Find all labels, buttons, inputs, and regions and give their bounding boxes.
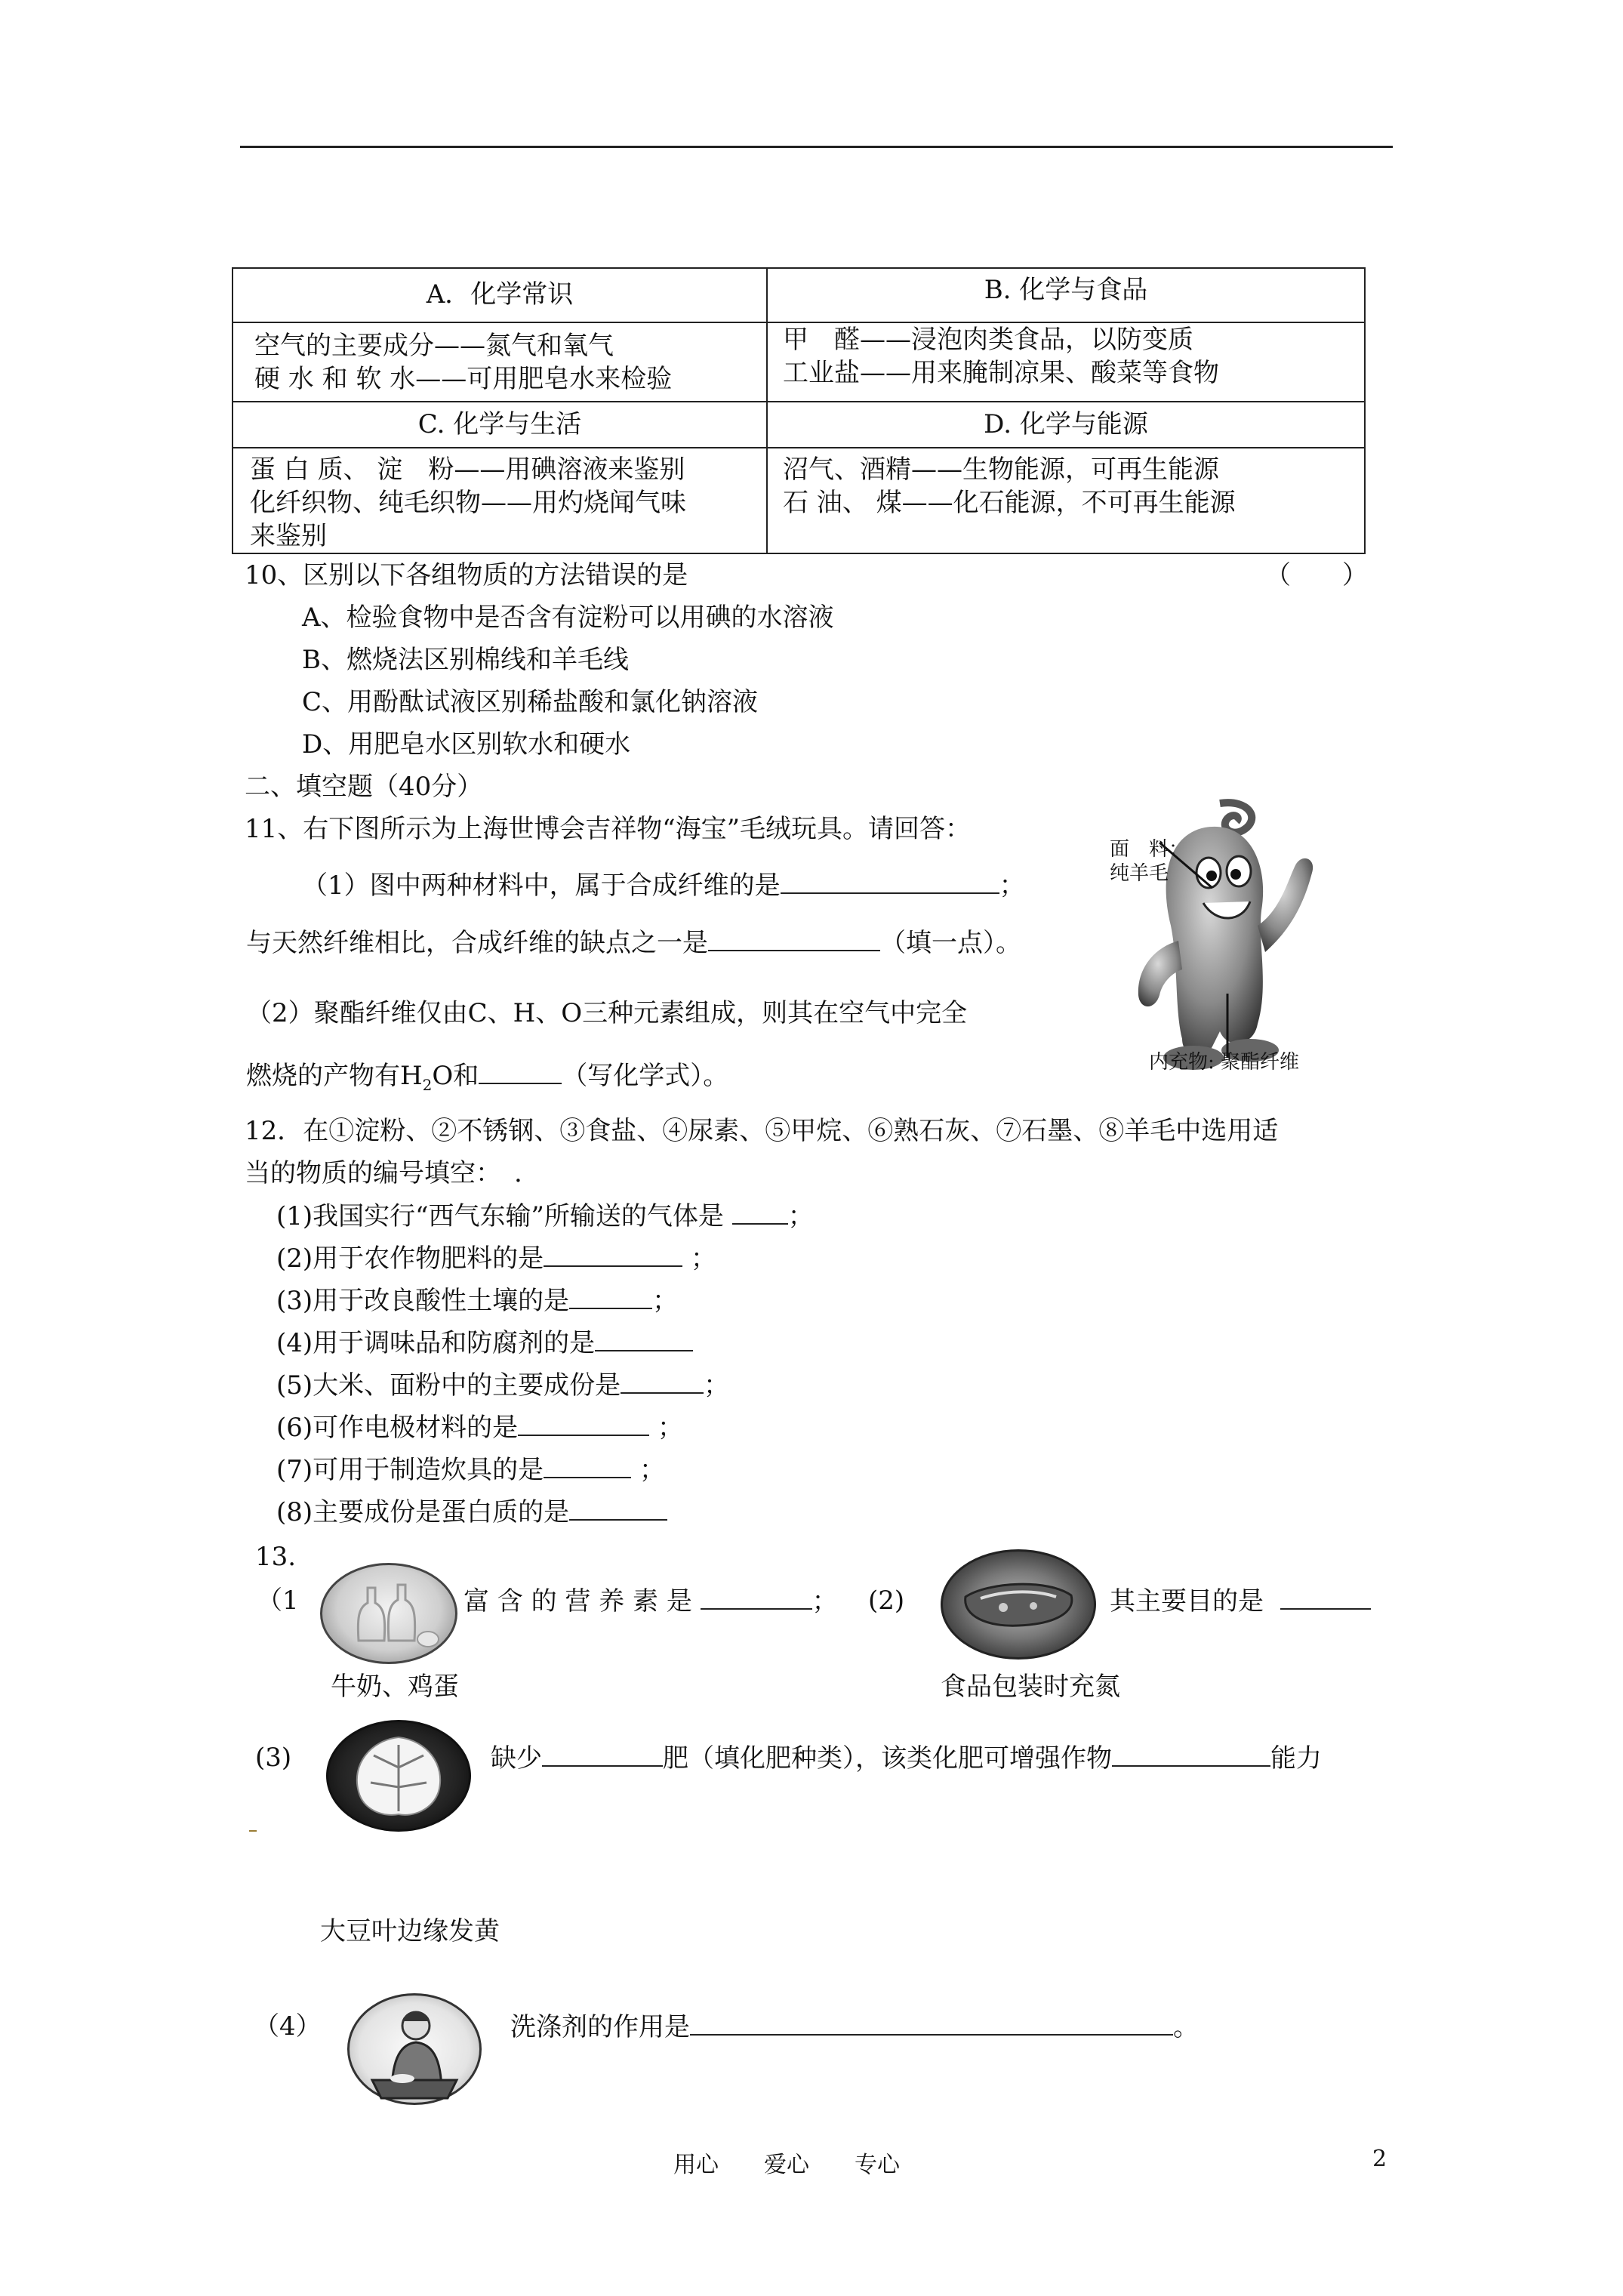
stray-mark: [249, 1830, 257, 1832]
q12-stem-cont: 当的物质的编号填空： .: [245, 1158, 522, 1188]
q12-item-end: ；: [652, 1286, 679, 1316]
subscript: 2: [422, 1075, 433, 1094]
cell-a-header: A．化学常识: [426, 279, 574, 310]
answer-blank[interactable]: [518, 1412, 649, 1436]
q11-part1b-text: 与天然纤维相比，合成纤维的缺点之一是: [246, 928, 708, 958]
milk-eggs-picture: [320, 1563, 457, 1664]
q12-item-2: [276, 1243, 716, 1274]
cell-line: 来鉴别: [250, 521, 327, 551]
milk-bottles-icon: [322, 1565, 455, 1662]
q12-item-5: [276, 1370, 729, 1401]
answer-blank[interactable]: [544, 1454, 631, 1478]
dishwashing-picture: [347, 1993, 482, 2105]
label-filling: 内充物: 聚酯纤维: [1149, 1051, 1300, 1074]
cell-line: 硬 水 和 软 水——可用肥皂水来检验: [254, 364, 673, 394]
cell-line: 蛋 白 质、 淀 粉——用碘溶液来鉴别: [250, 455, 685, 485]
q12-item-text: (8)主要成份是蛋白质的是: [276, 1497, 570, 1527]
q11-stem: 11、右下图所示为上海世博会吉祥物“海宝”毛绒玩具。请回答：: [245, 814, 972, 844]
q11-part1b: [246, 927, 1021, 958]
cell-d-body: [783, 453, 1236, 519]
q12-item-text: (3)用于改良酸性土壤的是: [276, 1286, 570, 1316]
q12-item-end: ；: [787, 1201, 814, 1231]
cell-line: 化纤织物、纯毛织物——用灼烧闻气味: [250, 488, 686, 518]
q12-item-3: [276, 1285, 678, 1316]
answer-blank[interactable]: [544, 1243, 682, 1267]
answer-blank[interactable]: [569, 1285, 652, 1309]
answer-blank[interactable]: [479, 1060, 562, 1084]
q12-item-end: ；: [639, 1455, 665, 1485]
cell-c-header: C. 化学与生活: [417, 409, 582, 439]
soybean-leaf-picture: [326, 1720, 471, 1832]
q13-part1-label: （1: [257, 1586, 299, 1616]
q10-answer-paren: （ ）: [1265, 560, 1368, 590]
q10-option-d: D、用肥皂水区别软水和硬水: [302, 729, 631, 760]
header-rule: [240, 146, 1393, 148]
footer-motto: 用心 爱心 专心: [673, 2152, 900, 2178]
q12-stem: 12．在①淀粉、②不锈钢、③食盐、④尿素、⑤甲烷、⑥熟石灰、⑦石墨、⑧羊毛中选用适: [245, 1116, 1279, 1146]
q12-item-text: (1)我国实行“西气东输”所输送的气体是: [276, 1201, 724, 1231]
q13-part3-text-b: 肥（填化肥种类），该类化肥可增强作物: [663, 1743, 1112, 1774]
page-number: 2: [1372, 2146, 1387, 2172]
section-title: 二、填空题（40分）: [245, 772, 483, 802]
q13-part4-end: 。: [1173, 2012, 1199, 2042]
q11-part2a: （2）聚酯纤维仅由C、H、O三种元素组成，则其在空气中完全: [246, 998, 968, 1028]
q11-part2b-end: （写化学式）。: [562, 1061, 729, 1091]
q10-option-b: B、燃烧法区别棉线和羊毛线: [302, 645, 629, 675]
cell-line: 石 油、 煤——化石能源，不可再生能源: [783, 488, 1236, 518]
answer-blank[interactable]: [708, 927, 880, 951]
q11-part1a-text: （1）图中两种材料中，属于合成纤维的是: [302, 871, 781, 901]
cell-c-body: [250, 453, 686, 553]
q12-item-end: ；: [657, 1413, 683, 1443]
q13-part1-text: 富 含 的 营 养 素 是: [463, 1586, 692, 1616]
q11-part1a-end: ；: [999, 871, 1025, 901]
q11-part2b: [246, 1060, 728, 1100]
cell-a-body: [254, 329, 672, 396]
table-divider: [233, 447, 1364, 448]
q11-part2b-start: 燃烧的产物有H: [246, 1061, 423, 1091]
q13-part3: [491, 1743, 1322, 1774]
answer-blank[interactable]: [1112, 1743, 1270, 1767]
q13-part3-label: (3): [255, 1743, 292, 1773]
q13-part2-text: 其主要目的是: [1110, 1586, 1264, 1616]
q11-part1a: [302, 870, 1025, 901]
answer-blank[interactable]: [701, 1586, 812, 1610]
q12-item-7: [276, 1454, 665, 1485]
label-fabric: 面 料：: [1110, 838, 1189, 861]
answer-blank[interactable]: [595, 1327, 693, 1351]
q13-part1: [463, 1586, 838, 1616]
q12-item-8: [276, 1496, 667, 1527]
q12-item-text: (4)用于调味品和防腐剂的是: [276, 1328, 596, 1358]
q12-item-text: (6)可作电极材料的是: [276, 1413, 519, 1443]
summary-table: [232, 267, 1366, 554]
q13-part1-end: ；: [812, 1586, 838, 1616]
q13-part3-caption: 大豆叶边缘发黄: [320, 1916, 500, 1946]
q12-item-4: [276, 1327, 693, 1358]
cell-b-body: [783, 323, 1219, 390]
leaf-icon: [328, 1722, 469, 1829]
nitrogen-packaging-picture: [941, 1549, 1096, 1660]
answer-blank[interactable]: [542, 1743, 663, 1767]
q13-part4: [510, 2011, 1199, 2042]
q12-item-end: ；: [704, 1370, 730, 1401]
answer-blank[interactable]: [621, 1370, 704, 1394]
q13-part2-caption: 食品包装时充氮: [941, 1672, 1120, 1702]
q12-item-text: (5)大米、面粉中的主要成份是: [276, 1370, 621, 1401]
person-washing-icon: [350, 1996, 479, 2103]
answer-blank[interactable]: [569, 1496, 667, 1521]
answer-blank[interactable]: [732, 1200, 788, 1225]
cell-b-header: B. 化学与食品: [984, 275, 1148, 305]
q12-item-end: ；: [690, 1244, 716, 1274]
food-package-icon: [943, 1552, 1094, 1657]
q13-part1-caption: 牛奶、鸡蛋: [331, 1672, 459, 1702]
q10-option-a: A、检验食物中是否含有淀粉可以用碘的水溶液: [302, 603, 834, 633]
q12-item-text: (2)用于农作物肥料的是: [276, 1244, 544, 1274]
q13-part3-text-a: 缺少: [491, 1743, 542, 1774]
q13-number: 13.: [255, 1542, 297, 1572]
q10-option-c: C、用酚酞试液区别稀盐酸和氯化钠溶液: [302, 687, 759, 717]
label-fabric-material: 纯羊毛: [1110, 862, 1169, 885]
table-divider: [233, 401, 1364, 402]
answer-blank[interactable]: [690, 2011, 1173, 2036]
q12-item-6: [276, 1412, 683, 1443]
q12-item-text: (7)可用于制造炊具的是: [276, 1455, 544, 1485]
q10-stem: 10、区别以下各组物质的方法错误的是: [245, 560, 688, 590]
cell-line: 甲 醛——浸泡肉类食品，以防变质: [783, 325, 1193, 355]
q13-part3-text-c: 能力: [1270, 1743, 1322, 1774]
answer-blank[interactable]: [781, 870, 999, 894]
q13-part2: [1110, 1586, 1371, 1616]
q13-part4-label: （4）: [254, 2011, 322, 2042]
cell-line: 空气的主要成分——氮气和氧气: [254, 331, 614, 361]
q11-part2b-mid: O和: [432, 1061, 479, 1091]
cell-line: 工业盐——用来腌制凉果、酸菜等食物: [783, 358, 1219, 388]
cell-line: 沼气、酒精——生物能源，可再生能源: [783, 455, 1219, 485]
q11-part1b-end: （填一点）。: [880, 928, 1021, 958]
q13-part4-text: 洗涤剂的作用是: [510, 2012, 690, 2042]
answer-blank[interactable]: [1280, 1586, 1371, 1610]
cell-d-header: D. 化学与能源: [984, 409, 1148, 439]
q12-item-1: [276, 1200, 814, 1231]
q13-part2-label: (2): [868, 1586, 905, 1616]
